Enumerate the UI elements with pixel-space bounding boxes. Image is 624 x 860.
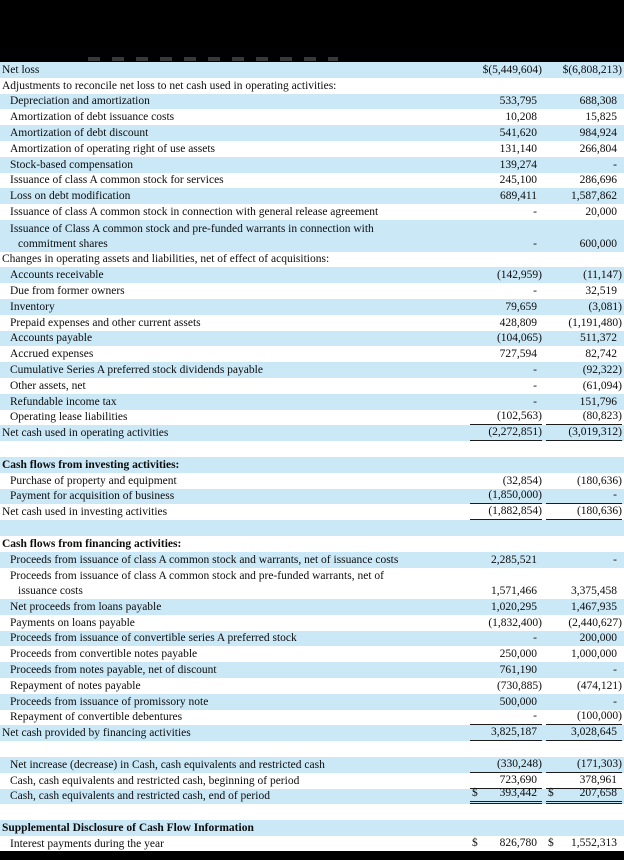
amount-value: 378,961	[579, 773, 617, 786]
amount-col1	[470, 695, 542, 710]
amount-col1	[470, 363, 542, 378]
amount-value: 1,587,862	[571, 190, 617, 203]
amount-value: 723,690	[499, 773, 537, 786]
amount-value: 207,658	[579, 787, 617, 800]
amount-col1	[470, 488, 542, 504]
page-bottom-band	[0, 851, 624, 860]
table-row	[0, 489, 624, 505]
table-row	[0, 441, 624, 457]
amount-col1	[470, 786, 542, 804]
amount-value: -	[533, 237, 537, 250]
amount-col2	[546, 616, 622, 631]
table-row	[0, 109, 624, 125]
amount-col2	[546, 237, 622, 252]
amount-col2	[546, 379, 622, 394]
amount-col2	[546, 504, 622, 520]
amount-col1	[470, 284, 542, 299]
amount-col2	[546, 725, 622, 741]
table-row	[0, 504, 624, 520]
table-row	[0, 568, 624, 600]
table-row	[0, 631, 624, 647]
row-label: Proceeds from issuance of class A common stock and pre-funded warrants, net of issuance costs	[10, 570, 384, 598]
table-row	[0, 141, 624, 157]
amount-col1	[470, 553, 542, 568]
amount-value: 286,696	[579, 174, 617, 187]
row-label: Issuance of class A common stock in connection with general release agreement	[10, 205, 379, 218]
table-row	[0, 789, 624, 805]
table-row	[0, 646, 624, 662]
row-label: Net cash used in investing activities	[2, 506, 168, 519]
row-label: Payments on loans payable	[10, 616, 135, 629]
amount-value: 533,795	[499, 95, 537, 108]
amount-col2	[546, 268, 622, 283]
amount-value: 1,552,313	[571, 836, 617, 849]
row-label: Accounts receivable	[10, 269, 104, 282]
amount-col2	[546, 63, 622, 78]
row-label: Inventory	[10, 300, 55, 313]
amount-value: 541,620	[499, 126, 537, 139]
amount-value: 3,825,187	[491, 726, 537, 739]
amount-col2	[546, 679, 622, 694]
amount-col1	[470, 584, 542, 599]
amount-col2	[546, 695, 622, 710]
amount-value: (1,882,854)	[488, 505, 542, 518]
amount-value: (2,272,851)	[488, 426, 542, 439]
row-label: Net proceeds from loans payable	[10, 600, 162, 613]
amount-col2	[546, 300, 622, 315]
table-row	[0, 820, 624, 836]
amount-col1	[470, 679, 542, 694]
row-label: Issuance of Class A common stock and pre-funded warrants in connection with commitment shares	[10, 222, 374, 250]
amount-col1	[470, 709, 542, 725]
amount-col1	[470, 110, 542, 125]
amount-value: 393,442	[499, 787, 537, 800]
amount-value: 131,140	[499, 142, 537, 155]
amount-value: (180,636)	[576, 474, 622, 487]
amount-col1	[470, 347, 542, 362]
row-label: Cumulative Series A preferred stock dividends payable	[10, 363, 263, 376]
amount-value: 20,000	[585, 205, 617, 218]
amount-value: (3,081)	[588, 300, 622, 313]
amount-col2	[546, 584, 622, 599]
amount-value: -	[613, 489, 617, 502]
table-row	[0, 694, 624, 710]
amount-value: (80,823)	[582, 410, 622, 423]
table-row	[0, 552, 624, 568]
table-row	[0, 157, 624, 173]
amount-value: (330,248)	[496, 757, 542, 770]
amount-value: -	[533, 284, 537, 297]
amount-col1	[470, 409, 542, 425]
amount-value: (1,191,480)	[568, 316, 622, 329]
amount-value: (61,094)	[582, 379, 622, 392]
amount-col2	[546, 173, 622, 188]
table-row	[0, 204, 624, 220]
amount-value: 151,796	[579, 395, 617, 408]
table-row	[0, 394, 624, 410]
amount-value: (92,322)	[582, 363, 622, 376]
amount-value: 511,372	[580, 332, 617, 345]
amount-col2	[546, 205, 622, 220]
amount-col1	[470, 316, 542, 331]
amount-col2	[546, 425, 622, 441]
amount-col2	[546, 488, 622, 504]
table-row	[0, 299, 624, 315]
row-label: Payment for acquisition of business	[10, 490, 175, 503]
amount-col2	[546, 94, 622, 109]
table-row	[0, 267, 624, 283]
amount-col2	[546, 757, 622, 773]
table-row	[0, 725, 624, 741]
row-label: Repayment of convertible debentures	[10, 711, 183, 724]
amount-col2	[546, 600, 622, 615]
table-row	[0, 457, 624, 473]
row-label: Net increase (decrease) in Cash, cash equivalents and restricted cash	[10, 758, 325, 771]
row-label: Changes in operating assets and liabilities, net of effect of acquisitions:	[2, 253, 330, 266]
amount-value: (102,563)	[496, 410, 542, 423]
amount-col2	[546, 409, 622, 425]
amount-col1	[470, 205, 542, 220]
amount-col2	[546, 316, 622, 331]
amount-col2	[546, 331, 622, 346]
amount-value: 2,285,521	[491, 553, 537, 566]
amount-col1	[470, 647, 542, 662]
amount-col2	[546, 363, 622, 378]
amount-value: 250,000	[499, 648, 537, 661]
amount-value: 266,804	[579, 142, 617, 155]
amount-col2	[546, 347, 622, 362]
redacted-header-band	[0, 0, 624, 62]
amount-col1	[470, 757, 542, 773]
cash-flow-table	[0, 62, 624, 851]
amount-value: 200,000	[579, 632, 617, 645]
amount-col2	[546, 142, 622, 157]
dollar-sign: $	[472, 836, 478, 849]
amount-value: 3,028,645	[571, 726, 617, 739]
amount-value: (2,440,627)	[568, 616, 622, 629]
table-row	[0, 125, 624, 141]
amount-col1	[470, 631, 542, 646]
amount-value: 500,000	[499, 695, 537, 708]
amount-col2	[546, 126, 622, 141]
row-label: Depreciation and amortization	[10, 95, 150, 108]
amount-col2	[546, 189, 622, 204]
amount-value: 82,742	[585, 348, 617, 361]
amount-value: 761,190	[499, 664, 537, 677]
amount-value: 10,208	[505, 111, 537, 124]
amount-col1	[470, 425, 542, 441]
amount-value: 689,411	[500, 190, 537, 203]
amount-col2	[546, 284, 622, 299]
amount-col1	[470, 268, 542, 283]
amount-value: 3,375,458	[571, 585, 617, 598]
amount-value: 984,924	[579, 126, 617, 139]
amount-col2	[546, 553, 622, 568]
amount-value: 1,000,000	[571, 648, 617, 661]
table-row	[0, 804, 624, 820]
amount-value: -	[613, 695, 617, 708]
amount-value: -	[533, 205, 537, 218]
amount-col2	[546, 631, 622, 646]
row-label: Purchase of property and equipment	[10, 474, 177, 487]
amount-col2	[546, 474, 622, 489]
amount-value: 32,519	[585, 284, 617, 297]
amount-col1	[470, 379, 542, 394]
row-label: Amortization of operating right of use assets	[10, 142, 216, 155]
amount-col1	[470, 474, 542, 489]
amount-value: 79,659	[505, 300, 537, 313]
amount-value: (171,303)	[576, 757, 622, 770]
amount-col1	[470, 725, 542, 741]
row-label: Adjustments to reconcile net loss to net cash used in operating activities:	[2, 79, 337, 92]
table-row	[0, 741, 624, 757]
amount-value: -	[613, 664, 617, 677]
table-row	[0, 836, 624, 851]
amount-value: -	[533, 379, 537, 392]
row-label: Cash flows from investing activities:	[2, 458, 180, 471]
row-label: Supplemental Disclosure of Cash Flow Information	[2, 822, 254, 835]
table-row	[0, 362, 624, 378]
amount-value: (104,065)	[496, 332, 542, 345]
table-row	[0, 62, 624, 78]
table-row	[0, 425, 624, 441]
row-label: Proceeds from convertible notes payable	[10, 648, 198, 661]
amount-value: -	[533, 363, 537, 376]
amount-value: 600,000	[579, 237, 617, 250]
amount-value: (730,885)	[496, 679, 542, 692]
amount-col1	[470, 63, 542, 78]
row-label: Other assets, net	[10, 379, 86, 392]
table-row	[0, 378, 624, 394]
row-label: Repayment of notes payable	[10, 679, 141, 692]
amount-col2	[546, 836, 622, 851]
table-row	[0, 410, 624, 426]
amount-value: (180,636)	[576, 505, 622, 518]
amount-value: -	[613, 158, 617, 171]
amount-col1	[470, 663, 542, 678]
row-label: Cash flows from financing activities:	[2, 537, 182, 550]
table-row	[0, 220, 624, 252]
amount-col1	[470, 142, 542, 157]
amount-value: (474,121)	[576, 679, 622, 692]
row-label: Proceeds from issuance of convertible series A preferred stock	[10, 632, 297, 645]
row-label: Amortization of debt discount	[10, 126, 149, 139]
amount-col1	[470, 126, 542, 141]
row-label: Prepaid expenses and other current assets	[10, 316, 201, 329]
amount-value: 15,825	[585, 111, 617, 124]
amount-col1	[470, 237, 542, 252]
amount-value: (142,959)	[496, 269, 542, 282]
row-label: Stock-based compensation	[10, 158, 133, 171]
table-row	[0, 678, 624, 694]
amount-value: 727,594	[499, 348, 537, 361]
amount-col1	[470, 94, 542, 109]
amount-value: (1,850,000)	[488, 489, 542, 502]
table-row	[0, 662, 624, 678]
amount-value: 139,274	[499, 158, 537, 171]
table-row	[0, 173, 624, 189]
table-row	[0, 599, 624, 615]
amount-value: (1,832,400)	[488, 616, 542, 629]
amount-value: -	[533, 632, 537, 645]
amount-value: (100,000)	[576, 710, 622, 723]
table-row	[0, 710, 624, 726]
amount-col1	[470, 173, 542, 188]
table-row	[0, 94, 624, 110]
amount-col2	[546, 395, 622, 410]
row-label: Net cash provided by financing activities	[2, 727, 191, 740]
amount-col1	[470, 300, 542, 315]
amount-value: -	[533, 395, 537, 408]
row-label: Amortization of debt issuance costs	[10, 111, 175, 124]
row-label: Proceeds from issuance of promissory note	[10, 695, 209, 708]
table-row	[0, 331, 624, 347]
table-row	[0, 315, 624, 331]
amount-col1	[470, 158, 542, 173]
amount-col1	[470, 504, 542, 520]
amount-col1	[470, 836, 542, 851]
amount-value: 1,020,295	[491, 600, 537, 613]
row-label: Loss on debt modification	[10, 190, 131, 203]
row-label: Issuance of class A common stock for services	[10, 174, 224, 187]
row-label: Cash, cash equivalents and restricted cash, end of period	[10, 790, 270, 803]
amount-value: $(5,449,604)	[482, 63, 542, 76]
amount-col1	[470, 189, 542, 204]
row-label: Cash, cash equivalents and restricted cash, beginning of period	[10, 774, 300, 787]
amount-value: (3,019,312)	[568, 426, 622, 439]
amount-col2	[546, 158, 622, 173]
dollar-sign: $	[548, 836, 554, 849]
amount-col2	[546, 709, 622, 725]
table-row	[0, 188, 624, 204]
table-row	[0, 283, 624, 299]
row-label: Proceeds from issuance of class A common stock and warrants, net of issuance costs	[10, 553, 399, 566]
table-row	[0, 78, 624, 94]
row-label: Refundable income tax	[10, 395, 117, 408]
amount-col2	[546, 663, 622, 678]
amount-col1	[470, 395, 542, 410]
amount-value: -	[613, 553, 617, 566]
dollar-sign: $	[472, 787, 478, 800]
table-row	[0, 252, 624, 268]
cropped-text-remnant	[88, 57, 338, 61]
amount-value: 826,780	[499, 836, 537, 849]
dollar-sign: $	[548, 787, 554, 800]
row-label: Interest payments during the year	[10, 837, 164, 850]
amount-value: 428,809	[499, 316, 537, 329]
amount-value: 1,467,935	[571, 600, 617, 613]
amount-value: (32,854)	[502, 474, 542, 487]
table-row	[0, 346, 624, 362]
amount-col1	[470, 331, 542, 346]
amount-value: 1,571,466	[491, 585, 537, 598]
amount-value: 688,308	[579, 95, 617, 108]
amount-value: -	[533, 710, 537, 723]
amount-value: (11,147)	[583, 269, 622, 282]
amount-col1	[470, 600, 542, 615]
row-label: Proceeds from notes payable, net of discount	[10, 664, 217, 677]
table-row	[0, 757, 624, 773]
table-row	[0, 536, 624, 552]
amount-value: 245,100	[499, 174, 537, 187]
row-label: Accrued expenses	[10, 348, 94, 361]
row-label: Accounts payable	[10, 332, 93, 345]
row-label: Operating lease liabilities	[10, 411, 128, 424]
table-row	[0, 520, 624, 536]
amount-col1	[470, 616, 542, 631]
row-label: Due from former owners	[10, 284, 125, 297]
table-row	[0, 473, 624, 489]
table-row	[0, 615, 624, 631]
amount-col2	[546, 786, 622, 804]
amount-value: $(6,808,213)	[562, 63, 622, 76]
row-label: Net cash used in operating activities	[2, 427, 169, 440]
amount-col2	[546, 647, 622, 662]
amount-col2	[546, 110, 622, 125]
row-label: Net loss	[2, 63, 40, 76]
